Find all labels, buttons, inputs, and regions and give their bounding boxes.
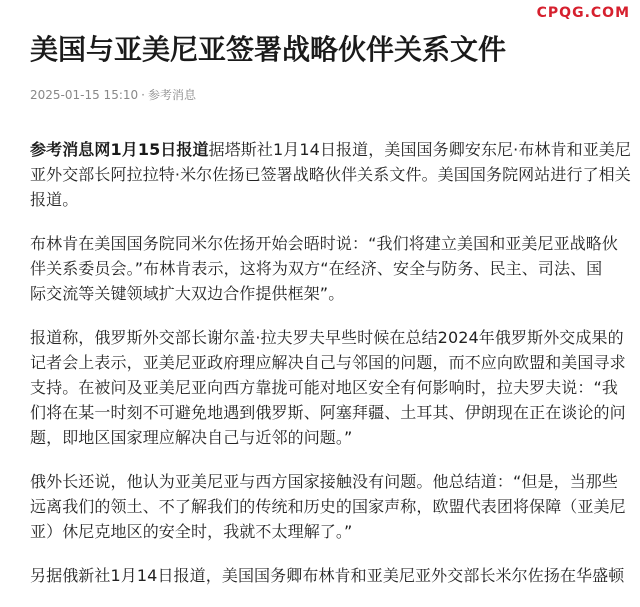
paragraph-line: 另据俄新社1月14日报道，美国国务卿布林肯和亚美尼亚外交部长米尔佐扬在华盛顿: [30, 566, 625, 585]
site-watermark: CPQG.COM: [536, 5, 630, 21]
article-body: [30, 137, 632, 607]
paragraph-3: [30, 325, 628, 450]
meta-separator: ·: [141, 88, 145, 102]
paragraph-line: 俄外长还说，他认为亚美尼亚与西方国家接触没有问题。他总结道：“但是，当那些: [30, 472, 618, 491]
paragraph-line: 们将在某一时刻不可避免地遇到俄罗斯、阿塞拜疆、土耳其、伊朗现在正在谈论的问: [30, 403, 626, 422]
paragraph-line: 报道称，俄罗斯外交部长谢尔盖·拉夫罗夫早些时候在总结2024年俄罗斯外交成果的: [30, 328, 624, 347]
line-text: 据塔斯社1月14日报道，美国国务卿安东尼·布林肯和亚美尼: [208, 140, 632, 159]
paragraph-line: 布林肯在美国国务院同米尔佐扬开始会晤时说：“我们将建立美国和亚美尼亚战略伙: [30, 234, 618, 253]
paragraph-line: [30, 137, 632, 162]
paragraph-line: 报道。: [30, 190, 79, 209]
paragraph-line: 支持。在被问及亚美尼亚向西方靠拢可能对地区安全有何影响时，拉夫罗夫说：“我: [30, 378, 618, 397]
paragraph-1: [30, 137, 632, 212]
paragraph-4: [30, 469, 628, 544]
paragraph-line: 亚外交部长阿拉拉特·米尔佐扬已签署战略伙伴关系文件。美国国务院网站进行了相关: [30, 165, 631, 184]
paragraph-line: 记者会上表示，亚美尼亚政府理应解决自己与邻国的问题，而不应向欧盟和美国寻求: [30, 353, 626, 372]
article-source: 参考消息: [147, 88, 196, 102]
paragraph-5: [30, 563, 628, 588]
paragraph-2: [30, 231, 628, 306]
paragraph-line: 际交流等关键领域扩大双边合作提供框架”。: [30, 284, 345, 303]
publish-datetime: 2025-01-15 15:10: [30, 88, 139, 102]
paragraph-line: 题，即地区国家理应解决自己与近邻的问题。”: [30, 428, 353, 447]
dateline-lead: 参考消息网1月15日报道: [30, 140, 209, 159]
article-meta: [30, 86, 196, 104]
paragraph-line: 亚）休尼克地区的安全时，我就不太理解了。”: [30, 522, 353, 541]
paragraph-line: 远离我们的领土、不了解我们的传统和历史的国家声称，欧盟代表团将保障（亚美尼: [30, 497, 626, 516]
article-title: 美国与亚美尼亚签署战略伙伴关系文件: [30, 33, 507, 66]
paragraph-line: 伴关系委员会。”布林肯表示，这将为双方“在经济、安全与防务、民主、司法、国: [30, 259, 603, 278]
